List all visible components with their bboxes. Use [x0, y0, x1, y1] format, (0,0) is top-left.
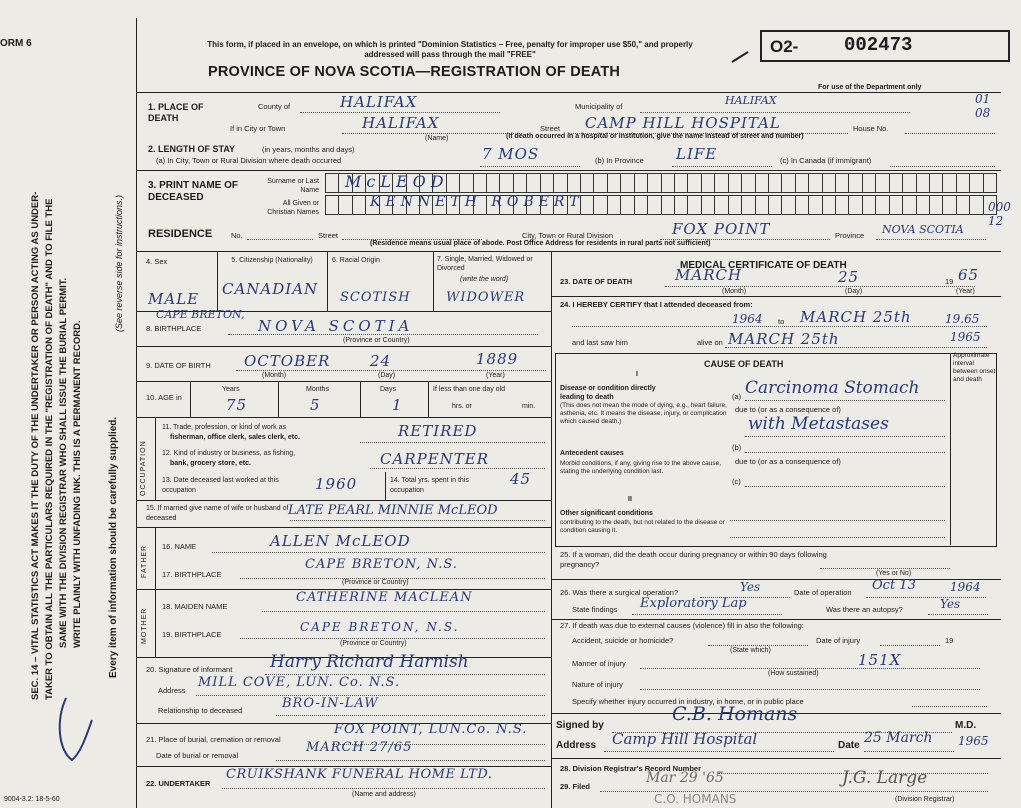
dod-month-caption: (Month)	[722, 288, 747, 295]
rule-occupation-top	[137, 417, 551, 418]
length-of-stay-sub: (in years, months and days)	[262, 145, 355, 154]
page-title: PROVINCE OF NOVA SCOTIA—REGISTRATION OF DEATH	[208, 64, 621, 80]
operation-date-label: Date of operation	[794, 588, 852, 597]
autopsy-line	[928, 614, 988, 615]
due-to-label-2: due to (or as a consequence of)	[735, 457, 841, 466]
undertaker-line	[222, 788, 545, 789]
state-which-caption: (State which)	[730, 647, 771, 654]
undertaker-value: CRUIKSHANK FUNERAL HOME LTD.	[226, 767, 493, 782]
county-value: HALIFAX	[340, 93, 418, 111]
cause-a2-line	[745, 436, 945, 437]
mother-side-rule	[155, 589, 156, 657]
accident-line	[708, 645, 808, 646]
sex-label: 4. Sex	[146, 257, 168, 266]
father-birthplace-value: CAPE BRETON, N.S.	[305, 557, 458, 572]
occupation-side-rule	[155, 417, 156, 500]
industry-label: 12. Kind of industry or business, as fishing,	[162, 450, 296, 457]
last-worked-value: 1960	[315, 475, 358, 493]
last-seen-alive-label: alive on	[697, 338, 723, 347]
burial-date-value: MARCH 27/65	[306, 740, 413, 755]
signed-by-signature: C.B. Homans	[672, 703, 798, 725]
age-hrs: hrs. or	[452, 403, 472, 410]
trade-line	[360, 442, 545, 443]
dod-year-value: 65	[958, 266, 980, 284]
informant-signature: Harry Richard Harnish	[270, 652, 469, 672]
age-label: 10. AGE in	[146, 393, 182, 402]
date-of-death-label: 23. DATE OF DEATH	[560, 277, 633, 286]
rule-10-top	[137, 381, 551, 382]
residence-province-value: NOVA SCOTIA	[882, 223, 964, 236]
residence-city-value: FOX POINT	[672, 220, 771, 238]
date-injury-label: Date of injury	[816, 636, 861, 645]
autopsy-label: Was there an autopsy?	[826, 605, 903, 614]
side-text-3: SAME WITH THE DIVISION REGISTRAR WHO SHALL ISSUE THE BURIAL PERMIT.	[58, 277, 69, 648]
stay-city-value: 7 MOS	[482, 145, 540, 163]
q25-yesno-caption: (Yes or No)	[876, 570, 912, 577]
rule-top	[137, 92, 1001, 93]
surname-label: Surname or Last Name	[267, 178, 319, 194]
last-seen-label: and last saw him	[572, 338, 628, 347]
signed-date-value: 25 March	[864, 730, 933, 746]
grid-v1	[217, 251, 218, 311]
rule-name-top	[137, 170, 1001, 171]
residence-city-label: City, Town or Rural Division	[522, 231, 613, 240]
rule-9-top	[137, 346, 551, 347]
burial-date-line	[276, 760, 545, 761]
operation-date-value: Oct 13	[872, 578, 916, 593]
dod-year-caption: (Year)	[956, 288, 975, 295]
attended-to-year: 19.65	[945, 312, 980, 326]
stay-city-label: (a) In City, Town or Rural Division where death occurred	[156, 156, 342, 165]
residence-province-label: Province	[835, 231, 865, 240]
cause-b-line	[745, 452, 945, 453]
informant-label: 20. Signature of informant	[146, 665, 233, 674]
signed-address-value: Camp Hill Hospital	[612, 730, 758, 748]
mother-name-value: CATHERINE MACLEAN	[296, 590, 473, 605]
interval-label: Approximate interval between onset and death	[953, 352, 996, 383]
burial-date-label: Date of burial or removal	[156, 751, 239, 760]
given-names-label: All Given or Christian Names	[267, 200, 319, 216]
registration-number: 002473	[844, 34, 913, 56]
municipality-value: HALIFAX	[725, 94, 777, 107]
dob-day-caption: (Day)	[378, 372, 396, 379]
citizenship-value: CANADIAN	[222, 280, 319, 298]
manner-line	[640, 668, 980, 669]
industry-sub: bank, grocery store, etc.	[170, 460, 251, 467]
header-check-mark	[728, 48, 752, 68]
last-seen-year: 1965	[950, 330, 981, 344]
industry-value: CARPENTER	[380, 450, 490, 468]
mother-name-label: 18. MAIDEN NAME	[162, 602, 228, 611]
print-name-label: 3. PRINT NAME OF DECEASED	[148, 180, 239, 203]
rule-father-top	[137, 527, 551, 528]
trade-value: RETIRED	[398, 422, 478, 440]
attended-from-value: 1964	[732, 312, 763, 326]
grid-v2	[327, 251, 328, 311]
disease-note: (This does not mean the mode of dying, e.g., heart failure, asthenia, etc. It means the disease, injury, or complication which caused death.)	[560, 402, 727, 425]
age-years-label: Years	[222, 386, 240, 393]
header-note: This form, if placed in an envelope, on which is printed "Dominion Statistics – Free, penalty for improper use $50," and properly addressed will pass through the mail "FREE"	[207, 40, 693, 59]
cause-a-value: Carcinoma Stomach	[745, 378, 920, 398]
birthplace-prefix-value: CAPE BRETON,	[156, 308, 245, 321]
specify-line	[912, 706, 987, 707]
birthplace-value: NOVA SCOTIA	[258, 317, 414, 335]
cause-interval-divider	[950, 353, 951, 545]
dod-month-value: MARCH	[675, 266, 743, 284]
other-conditions-label: Other significant conditions	[560, 510, 653, 517]
informant-relationship-value: BRO-IN-LAW	[282, 696, 379, 711]
signed-date-line	[864, 751, 954, 752]
antecedent-label: Antecedent causes	[560, 450, 624, 457]
age-days-label: Days	[380, 386, 396, 393]
last-worked-label: 13. Date deceased last worked at this occupation	[162, 477, 279, 494]
side-text-1: SEC. 14 – VITAL STATISTICS ACT MAKES IT THE DUTY OF THE UNDERTAKER OR PERSON ACTING AS UNDER-	[30, 191, 41, 700]
birthplace-label: 8. BIRTHPLACE	[146, 324, 202, 333]
cause-b-label: (b)	[732, 443, 742, 452]
mother-side-label: MOTHER	[141, 607, 148, 644]
informant-address-label: Address	[158, 686, 186, 695]
county-line	[300, 112, 500, 113]
dob-year-value: 1889	[476, 350, 519, 368]
dod-day-value: 25	[838, 268, 860, 286]
total-years-label: 14. Total yrs. spent in this occupation	[390, 477, 469, 494]
age-days-value: 1	[392, 396, 403, 414]
rule-15-top	[137, 500, 551, 501]
stay-canada-line	[890, 166, 995, 167]
dob-month-value: OCTOBER	[244, 352, 331, 370]
rule-27-top	[551, 619, 1001, 620]
marital-status-label: 7. Single, Married, Widowed or Divorced	[437, 256, 533, 272]
grid-v3	[433, 251, 434, 311]
residence-province-line	[876, 239, 986, 240]
injury-year-prefix: 19	[945, 636, 954, 645]
age-months-label: Months	[306, 386, 329, 393]
attended-to-label: to	[778, 317, 785, 326]
place-of-death-label: 1. PLACE OF DEATH	[148, 102, 204, 123]
sex-value: MALE	[148, 290, 200, 308]
cause-a-label: (a)	[732, 392, 742, 401]
operation-label: 26. Was there a surgical operation?	[560, 588, 679, 597]
occupation-v	[385, 472, 386, 500]
racial-origin-value: SCOTISH	[340, 290, 411, 305]
nature-line	[640, 689, 980, 690]
stay-province-value: LIFE	[676, 145, 718, 163]
mother-birthplace-caption: (Province or Country)	[340, 640, 407, 647]
marital-status-sub: (write the word)	[460, 276, 509, 283]
house-no-label: House No.	[853, 124, 889, 133]
spouse-line	[290, 520, 545, 521]
length-of-stay-label: 2. LENGTH OF STAY	[148, 144, 236, 154]
side-text-5: Every item of information should be carefully supplied.	[108, 416, 119, 678]
cause-a2-value: with Metastases	[748, 414, 889, 434]
attended-to-value: MARCH 25th	[800, 308, 912, 326]
external-causes-label: 27. If death was due to external causes (violence) fill in also the following:	[560, 621, 804, 630]
age-less-than-day: If less than one day old	[433, 386, 505, 393]
given-names-value: KENNETH ROBERT	[370, 194, 584, 210]
operation-year-value: 1964	[950, 580, 981, 594]
total-years-value: 45	[510, 470, 532, 488]
margin-check-mark	[52, 690, 102, 770]
attended-line	[572, 326, 987, 327]
street-value: CAMP HILL HOSPITAL	[585, 114, 781, 132]
dod-day-caption: (Day)	[845, 288, 863, 295]
certify-label: 24. I HEREBY CERTIFY that I attended deceased from:	[560, 300, 753, 309]
findings-value: Exploratory Lap	[640, 596, 747, 611]
manner-label: Manner of injury	[572, 659, 626, 668]
disease-label: Disease or condition directly leading to death	[560, 385, 656, 401]
residence-street-label: Street	[318, 231, 339, 240]
residence-note: (Residence means usual place of abode. Post Office Address for residents in rural parts not sufficient)	[370, 240, 711, 247]
father-name-line	[212, 552, 545, 553]
filed-value: Mar 29 '65	[646, 770, 724, 786]
autopsy-value: Yes	[940, 597, 961, 611]
q25-label: 25. If a woman, did the death occur during pregnancy or within 90 days following pregnancy?	[560, 550, 827, 569]
side-text-4: WRITE PLAINLY WITH UNFADING INK. THIS IS A PERMANENT RECORD.	[72, 320, 83, 648]
margin-rule	[136, 18, 137, 808]
racial-origin-label: 6. Racial Origin	[332, 257, 380, 264]
citizenship-label: 5. Citizenship (Nationality)	[231, 257, 313, 264]
burial-place-label: 21. Place of burial, cremation or removal	[146, 735, 281, 744]
age-months-value: 5	[310, 396, 321, 414]
stay-city-line	[480, 166, 580, 167]
father-birthplace-caption: (Province or Country)	[342, 579, 409, 586]
registration-prefix: O2-	[770, 37, 799, 56]
date-injury-line	[880, 645, 940, 646]
stamp-text: C.O. HOMANS	[654, 792, 737, 806]
manner-code: 151X	[858, 651, 902, 669]
print-code: 9004-3.2: 18-5-60	[4, 796, 60, 803]
center-divider	[551, 251, 552, 808]
findings-label: State findings	[572, 605, 618, 614]
undertaker-caption: (Name and address)	[352, 791, 416, 798]
how-sustained-caption: (How sustained)	[768, 670, 819, 677]
city-value: HALIFAX	[362, 114, 440, 132]
part-1-label: I	[636, 371, 638, 378]
dod-year-prefix: 19	[945, 277, 954, 286]
dept-use-label: For use of the Department only	[818, 84, 922, 91]
md-label: M.D.	[955, 720, 977, 731]
registrar-caption: (Division Registrar)	[895, 796, 955, 803]
q28-label: 28. Division Registrar's Record Number	[560, 764, 701, 773]
municipality-line	[640, 112, 910, 113]
father-name-value: ALLEN McLEOD	[270, 532, 411, 550]
rule-26-top	[551, 579, 1001, 580]
spouse-value: LATE PEARL MINNIE McLEOD	[288, 503, 498, 518]
father-side-label: FATHER	[141, 544, 148, 578]
registrar-signature: J.G. Large	[842, 768, 928, 788]
rule-24-top	[551, 296, 1001, 297]
cause-c-label: (c)	[732, 477, 741, 486]
industry-line	[370, 468, 545, 469]
q25-line	[820, 568, 950, 569]
signed-address-line	[604, 751, 834, 752]
antecedent-note: Morbid conditions, if any, giving rise to the above cause, stating the underlying condition last.	[560, 460, 722, 475]
name-margin-code: 000 12	[988, 200, 1011, 228]
stay-province-label: (b) In Province	[595, 156, 644, 165]
nature-label: Nature of injury	[572, 680, 623, 689]
dob-day-value: 24	[370, 352, 392, 370]
cause-a-line	[745, 400, 945, 401]
burial-place-value: FOX POINT, LUN.Co. N.S.	[334, 722, 528, 737]
age-v2	[360, 381, 361, 417]
dob-label: 9. DATE OF BIRTH	[146, 361, 211, 370]
mother-birthplace-line	[240, 638, 545, 639]
other-line-1	[730, 520, 945, 521]
dob-line	[236, 370, 546, 371]
signed-address-label: Address	[556, 740, 597, 751]
father-name-label: 16. NAME	[162, 542, 197, 551]
undertaker-label: 22. UNDERTAKER	[146, 779, 211, 788]
rule-residence-bottom	[137, 251, 1001, 252]
mother-name-line	[262, 611, 545, 612]
age-v1	[278, 381, 279, 417]
operation-date-line	[866, 597, 986, 598]
stay-canada-label: (c) In Canada (if immigrant)	[780, 156, 872, 165]
side-text-6: (See reverse side for instructions.)	[114, 194, 124, 332]
findings-line	[632, 614, 782, 615]
informant-relationship-line	[276, 715, 545, 716]
street-label: Street	[540, 124, 561, 133]
dob-year-caption: (Year)	[486, 372, 505, 379]
part-2-label: II	[628, 496, 632, 503]
registration-number-box	[760, 30, 1010, 62]
operation-value: Yes	[740, 580, 761, 594]
residence-no-line	[247, 239, 313, 240]
house-no-line	[905, 133, 995, 134]
mother-birthplace-value: CAPE BRETON, N.S.	[300, 620, 460, 634]
age-v0	[190, 381, 191, 417]
signed-year-value: 1965	[958, 734, 989, 748]
signed-by-label: Signed by	[556, 720, 604, 731]
residence-no-label: No.	[231, 231, 243, 240]
side-text-2: TAKER TO OBTAIN ALL THE PARTICULARS REQUIRED IN THE "REGISTRATION OF DEATH" AND TO FILE THE	[44, 198, 55, 700]
informant-relationship-label: Relationship to deceased	[158, 706, 243, 715]
spouse-label: 15. If married give name of wife or husband of deceased	[146, 505, 289, 522]
trade-sub: fisherman, office clerk, sales clerk, etc.	[170, 434, 300, 441]
trade-label: 11. Trade, profession, or kind of work as	[162, 424, 286, 431]
city-line	[342, 133, 522, 134]
specify-label: Specify whether injury occurred in industry, in home, or in public place	[572, 697, 804, 706]
accident-label: Accident, suicide or homicide?	[572, 636, 674, 645]
age-min: min.	[522, 403, 536, 410]
cause-heading: CAUSE OF DEATH	[704, 359, 784, 369]
dob-month-caption: (Month)	[262, 372, 287, 379]
mother-birthplace-label: 19. BIRTHPLACE	[162, 630, 222, 639]
place-margin-code: 01 08	[975, 92, 991, 120]
name-caption: (Name)	[425, 135, 449, 142]
occupation-side-label: OCCUPATION	[140, 440, 147, 496]
last-seen-value: MARCH 25th	[728, 330, 840, 348]
age-v3	[428, 381, 429, 417]
birthplace-caption: (Province or Country)	[343, 337, 410, 344]
signed-date-label: Date	[838, 740, 860, 751]
stay-province-line	[672, 166, 772, 167]
cause-c-line	[745, 486, 945, 487]
father-side-rule	[155, 527, 156, 589]
rule-28-top	[551, 758, 1001, 759]
other-line-2	[730, 537, 945, 538]
residence-label: RESIDENCE	[148, 228, 213, 240]
date-of-death-line	[665, 286, 975, 287]
marital-status-value: WIDOWER	[446, 290, 526, 305]
due-to-label-1: due to (or as a consequence of)	[735, 405, 841, 414]
other-conditions-note: contributing to the death, but not related to the disease or condition causing it.	[560, 519, 725, 534]
filed-label: 29. Filed	[560, 782, 591, 791]
surname-value: McLEOD	[345, 172, 449, 191]
medical-heading: MEDICAL CERTIFICATE OF DEATH	[680, 260, 847, 271]
county-label: County of	[258, 102, 291, 111]
form-label: ORM 6	[0, 38, 32, 49]
city-label: If in City or Town	[230, 124, 286, 133]
father-birthplace-label: 17. BIRTHPLACE	[162, 570, 222, 579]
age-years-value: 75	[226, 396, 248, 414]
municipality-label: Municipality of	[575, 102, 623, 111]
informant-address-value: MILL COVE, LUN. Co. N.S.	[198, 675, 401, 690]
place-note: (If death occurred in a hospital or institution, give the name instead of street and number)	[506, 133, 804, 140]
